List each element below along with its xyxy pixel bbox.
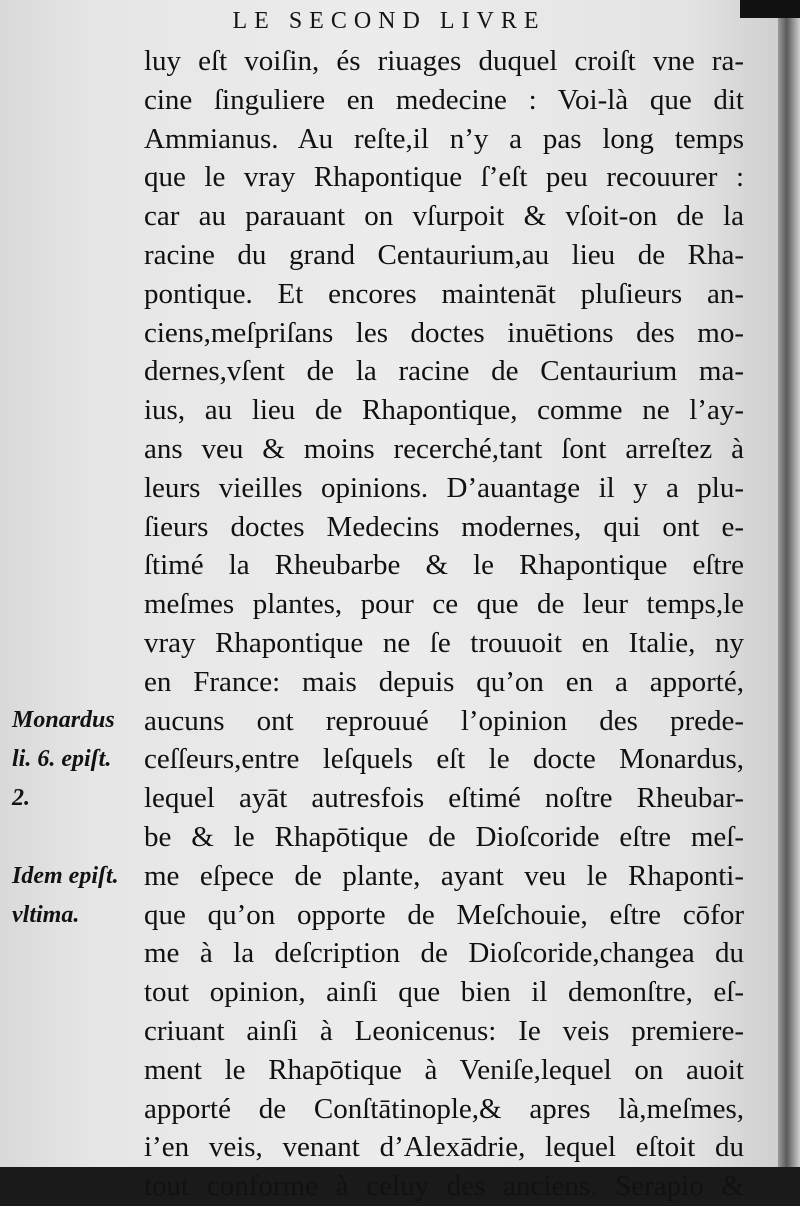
margin-note-line: 2. [12, 784, 30, 811]
margin-note-line: Monardus [12, 707, 115, 733]
text-line: tout conforme à celuy des anciens. Serapio & [144, 1170, 744, 1203]
margin-note-idem-epist [12, 857, 119, 935]
text-line: dernes,vſent de la racine de Centaurium ma- [144, 355, 744, 388]
text-line: que le vray Rhapontique ſ’eſt peu recouurer : [144, 161, 744, 194]
text-line: leurs vieilles opinions. D’auantage il y a plu- [144, 471, 744, 504]
text-line: ciens,meſpriſans les doctes inuētions des mo- [144, 316, 744, 349]
text-line: ſtimé la Rheubarbe & le Rhapontique eſtre [144, 549, 744, 582]
margin-note-line: vltima. [12, 901, 80, 928]
text-line: ſieurs doctes Medecins modernes, qui ont e- [144, 510, 744, 543]
margin-note-line: Idem epiſt. [12, 863, 119, 889]
text-line: lequel ayāt autresfois eſtimé noſtre Rheubar- [144, 782, 744, 815]
text-line: luy eſt voiſin, és riuages duquel croiſt vne ra- [144, 45, 744, 77]
page-gutter [778, 0, 800, 1167]
margin-note-monardus [12, 701, 115, 817]
text-line: me à la deſcription de Dioſcoride,changea du [144, 937, 744, 970]
margin-note-line: li. 6. epiſt. [12, 745, 112, 772]
text-line: ment le Rhapōtique à Veniſe,lequel on auoit [144, 1053, 744, 1086]
running-head: LE SECOND LIVRE [232, 8, 546, 34]
text-line: en France: mais depuis qu’on en a apporté, [144, 665, 744, 698]
text-line: criuant ainſi à Leonicenus: Ie veis premiere- [144, 1014, 744, 1047]
text-line: Ammianus. Au reſte,il n’y a pas long temps [144, 122, 744, 155]
text-line: que qu’on opporte de Meſchouie, eſtre cōfor [144, 898, 744, 931]
text-line: aucuns ont reprouué l’opinion des prede- [144, 704, 744, 737]
text-line: meſmes plantes, pour ce que de leur temps,le [144, 588, 744, 621]
text-line: ans veu & moins recerché,tant ſont arreſtez à [144, 432, 744, 465]
text-line: ceſſeurs,entre leſquels eſt le docte Monardus, [144, 743, 744, 776]
text-line: be & le Rhapōtique de Dioſcoride eſtre meſ- [144, 820, 744, 853]
text-line: apporté de Conſtātinople,& apres là,meſmes, [144, 1092, 744, 1125]
text-line: tout opinion, ainſi que bien il demonſtre, eſ- [144, 976, 744, 1009]
text-line: me eſpece de plante, ayant veu le Rhaponti- [144, 859, 744, 892]
scan-edge [740, 0, 800, 18]
text-line: vray Rhapontique ne ſe trouuoit en Italie, ny [144, 626, 744, 659]
text-line: ius, au lieu de Rhapontique, comme ne l’ay- [144, 394, 744, 427]
text-line: cine ſinguliere en medecine : Voi-là que dit [144, 83, 744, 116]
text-line: car au parauant on vſurpoit & vſoit-on de la [144, 200, 744, 233]
text-line: i’en veis, venant d’Alexādrie, lequel eſtoit du [144, 1131, 744, 1164]
text-line: pontique. Et encores maintenāt pluſieurs an- [144, 277, 744, 310]
text-line: racine du grand Centaurium,au lieu de Rha- [144, 238, 744, 271]
body-text [144, 42, 744, 1206]
